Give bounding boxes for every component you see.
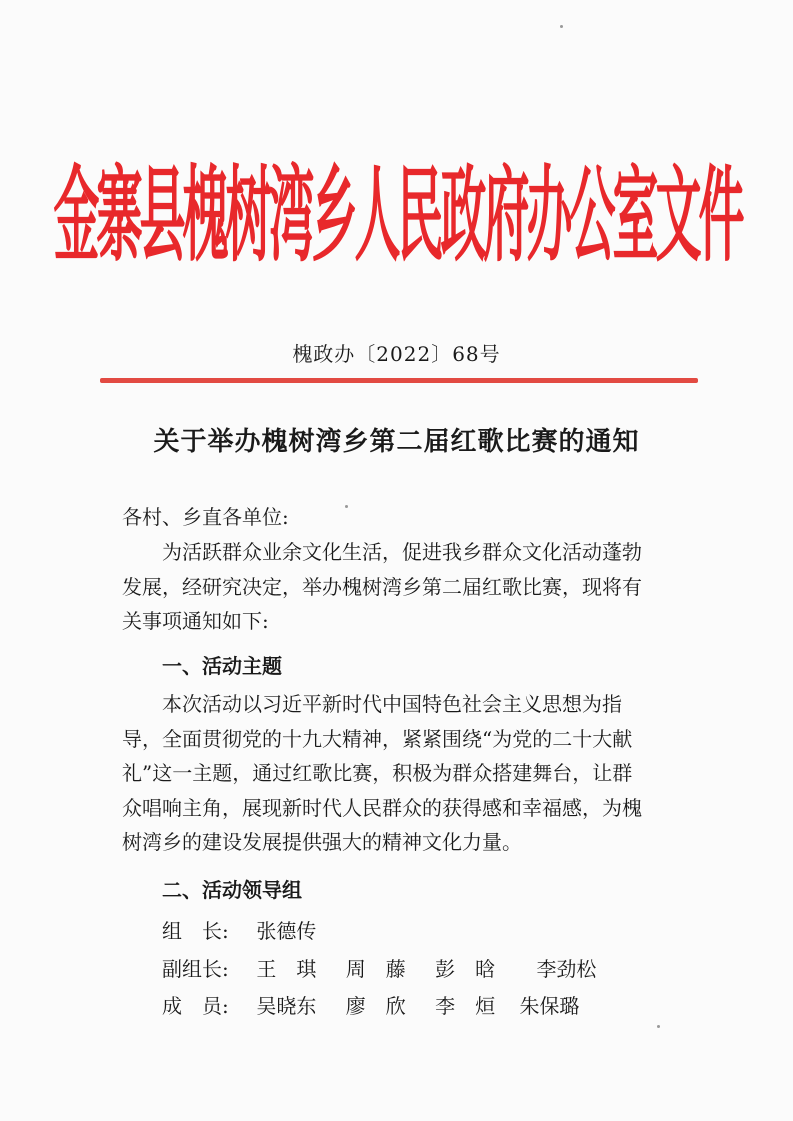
member-name: 李 烜: [435, 994, 496, 1018]
deputy-name: 彭 晗: [435, 957, 496, 981]
issuing-office-header: [53, 148, 742, 276]
red-divider-line: [100, 378, 698, 383]
salutation: 各村、乡直各单位:: [122, 505, 289, 529]
theme-line: 礼”这一主题，通过红歌比赛，积极为群众搭建舞台，让群: [122, 761, 633, 785]
deputy-row: [162, 953, 596, 982]
theme-line: 本次活动以习近平新时代中国特色社会主义思想为指: [162, 692, 622, 716]
deputy-label: 副组长:: [162, 957, 229, 981]
deputy-name: 周 藤: [345, 957, 406, 981]
scan-speck: [345, 505, 348, 508]
theme-line: 树湾乡的建设发展提供强大的精神文化力量。: [122, 830, 522, 854]
scan-speck: [657, 1025, 660, 1028]
intro-line: 发展，经研究决定，举办槐树湾乡第二届红歌比赛，现将有: [122, 574, 642, 599]
document-title: 关于举办槐树湾乡第二届红歌比赛的通知: [153, 427, 640, 457]
leader-row: [162, 915, 316, 944]
member-name: 朱保璐: [519, 994, 580, 1018]
intro-line: 关事项通知如下:: [122, 609, 269, 633]
members-label: 成 员:: [162, 994, 229, 1018]
member-name: 吴晓东: [256, 994, 317, 1018]
scan-speck: [560, 25, 563, 28]
issuing-office-title: 金寨县槐树湾乡人民政府办公室文件: [53, 154, 742, 276]
member-name: 廖 欣: [345, 994, 406, 1018]
theme-line: 众唱响主角，展现新时代人民群众的获得感和幸福感，为槐: [122, 795, 642, 820]
section-heading-leadership: 二、活动领导组: [162, 878, 302, 902]
leader-name: 张德传: [256, 919, 317, 943]
intro-paragraph: [122, 535, 682, 639]
section-heading-theme: 一、活动主题: [162, 654, 282, 678]
document-number: 槐政办〔2022〕68号: [292, 342, 501, 366]
leader-label: 组 长:: [162, 919, 229, 943]
members-row: [162, 990, 579, 1019]
deputy-name: 王 琪: [256, 957, 317, 981]
theme-line: 导，全面贯彻党的十九大精神，紧紧围绕“为党的二十大献: [122, 726, 633, 751]
deputy-name: 李劲松: [536, 957, 597, 981]
intro-line: 为活跃群众业余文化生活，促进我乡群众文化活动蓬勃: [162, 540, 642, 564]
theme-paragraph: [122, 687, 682, 860]
